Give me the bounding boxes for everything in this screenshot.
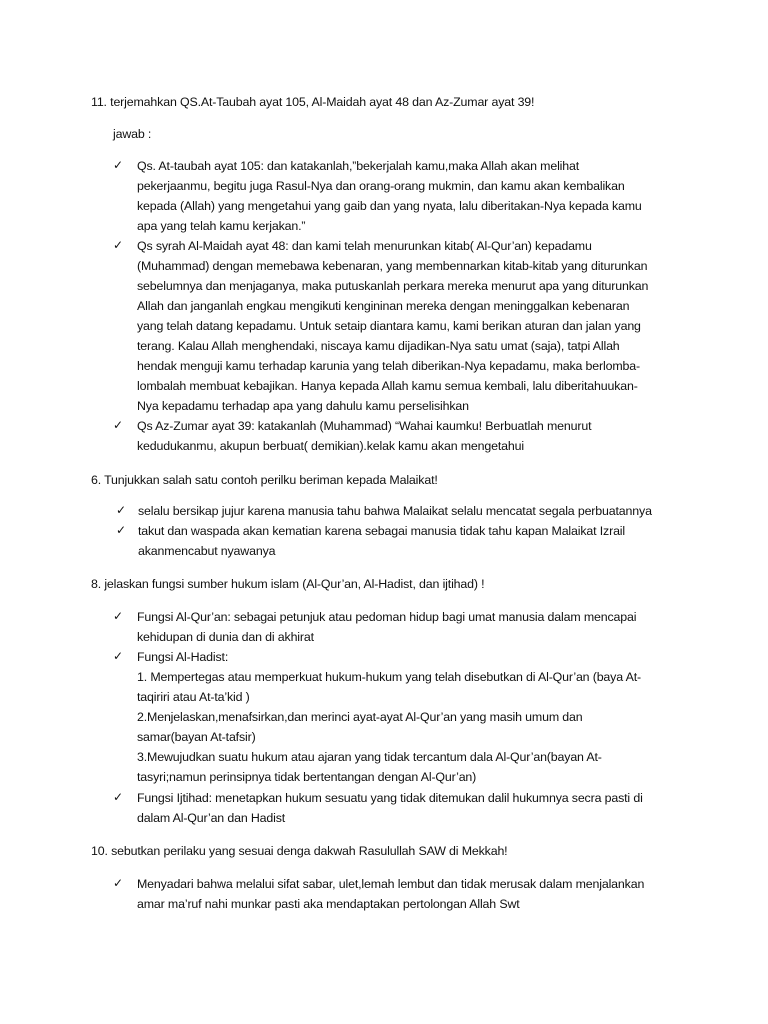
answer-line: (Muhammad) dengan memebawa kebenaran, yang membennarkan kitab-kitab yang diturunkan: [137, 259, 648, 273]
question-8: 8. jelaskan fungsi sumber hukum islam (Al-Qur’an, Al-Hadist, dan ijtihad) !: [91, 577, 485, 591]
checkmark-icon: ✓: [116, 503, 127, 517]
answer-line: 3.Mewujudkan suatu hukum atau ajaran yang tidak tercantum dala Al-Qur’an(bayan At-: [137, 750, 602, 764]
checkmark-icon: ✓: [113, 609, 124, 623]
answer-label: jawab :: [113, 127, 152, 141]
answer-line: apa yang telah kamu kerjakan.”: [137, 219, 306, 233]
answer-line: Fungsi Al-Qur’an: sebagai petunjuk atau pedoman hidup bagi umat manusia dalam mencapai: [137, 610, 637, 624]
checkmark-icon: ✓: [113, 418, 124, 432]
answer-line: sebelumnya dan menjaganya, maka putuskanlah perkara mereka menurut apa yang diturunkan: [137, 279, 649, 293]
answer-line: 1. Mempertegas atau memperkuat hukum-hukum yang telah disebutkan di Al-Qur’an (baya At-: [137, 670, 641, 684]
answer-line: Allah dan janganlah engkau mengikuti kengininan mereka dengan meninggalkan kebenaran: [137, 299, 630, 313]
question-11: 11. terjemahkan QS.At-Taubah ayat 105, Al-Maidah ayat 48 dan Az-Zumar ayat 39!: [91, 95, 535, 109]
checkmark-icon: ✓: [116, 523, 127, 537]
answer-line: akanmencabut nyawanya: [138, 544, 276, 558]
answer-line: Fungsi Al-Hadist:: [137, 650, 229, 664]
question-10: 10. sebutkan perilaku yang sesuai denga dakwah Rasulullah SAW di Mekkah!: [91, 844, 508, 858]
answer-line: selalu bersikap jujur karena manusia tahu bahwa Malaikat selalu mencatat segala perbuatannya: [138, 504, 652, 518]
answer-line: Nya kepadamu terhadap apa yang dahulu kamu perselisihkan: [137, 399, 469, 413]
answer-line: 2.Menjelaskan,menafsirkan,dan merinci ayat-ayat Al-Qur’an yang masih umum dan: [137, 710, 583, 724]
answer-line: kepada (Allah) yang mengetahui yang gaib dan yang nyata, lalu diberitakan-Nya kepada kamu: [137, 199, 642, 213]
answer-line: taqiriri atau At-ta’kid ): [137, 690, 250, 704]
checkmark-icon: ✓: [113, 876, 124, 890]
answer-line: Menyadari bahwa melalui sifat sabar, ulet,lemah lembut dan tidak merusak dalam menjalankan: [137, 877, 645, 891]
answer-line: Qs. At-taubah ayat 105: dan katakanlah,”bekerjalah kamu,maka Allah akan melihat: [137, 159, 580, 173]
answer-line: takut dan waspada akan kematian karena sebagai manusia tidak tahu kapan Malaikat Izrail: [138, 524, 626, 538]
question-6: 6. Tunjukkan salah satu contoh perilku beriman kepada Malaikat!: [91, 473, 438, 487]
checkmark-icon: ✓: [113, 238, 124, 252]
answer-line: hendak menguji kamu terhadap karunia yang telah diberikan-Nya kepadamu, maka berlomba-: [137, 359, 640, 373]
answer-line: amar ma’ruf nahi munkar pasti aka mendaptakan pertolongan Allah Swt: [137, 897, 520, 911]
answer-line: Qs Az-Zumar ayat 39: katakanlah (Muhammad) “Wahai kaumku! Berbuatlah menurut: [137, 419, 592, 433]
answer-line: lombalah membuat kebajikan. Hanya kepada Allah kamu semua kembali, lalu diberitahuukan-: [137, 379, 638, 393]
answer-line: yang telah datang kepadamu. Untuk setaip diantara kamu, kami berikan aturan dan jalan yang: [137, 319, 641, 333]
answer-line: samar(bayan At-tafsir): [137, 730, 256, 744]
answer-line: terang. Kalau Allah menghendaki, niscaya kamu dijadikan-Nya satu umat (saja), tatpi Allah: [137, 339, 620, 353]
answer-line: tasyri;namun perinsipnya tidak bertentangan dengan Al-Qur’an): [137, 770, 477, 784]
answer-line: Fungsi Ijtihad: menetapkan hukum sesuatu yang tidak ditemukan dalil hukumnya secra pasti di: [137, 791, 643, 805]
checkmark-icon: ✓: [113, 158, 124, 172]
answer-line: Qs syrah Al-Maidah ayat 48: dan kami telah menurunkan kitab( Al-Qur’an) kepadamu: [137, 239, 592, 253]
answer-line: kehidupan di dunia dan di akhirat: [137, 630, 314, 644]
checkmark-icon: ✓: [113, 649, 124, 663]
checkmark-icon: ✓: [113, 790, 124, 804]
answer-line: pekerjaanmu, begitu juga Rasul-Nya dan orang-orang mukmin, dan kamu akan kembalikan: [137, 179, 625, 193]
answer-line: kedudukanmu, akupun berbuat( demikian).kelak kamu akan mengetahui: [137, 439, 524, 453]
answer-line: dalam Al-Qur’an dan Hadist: [137, 811, 286, 825]
